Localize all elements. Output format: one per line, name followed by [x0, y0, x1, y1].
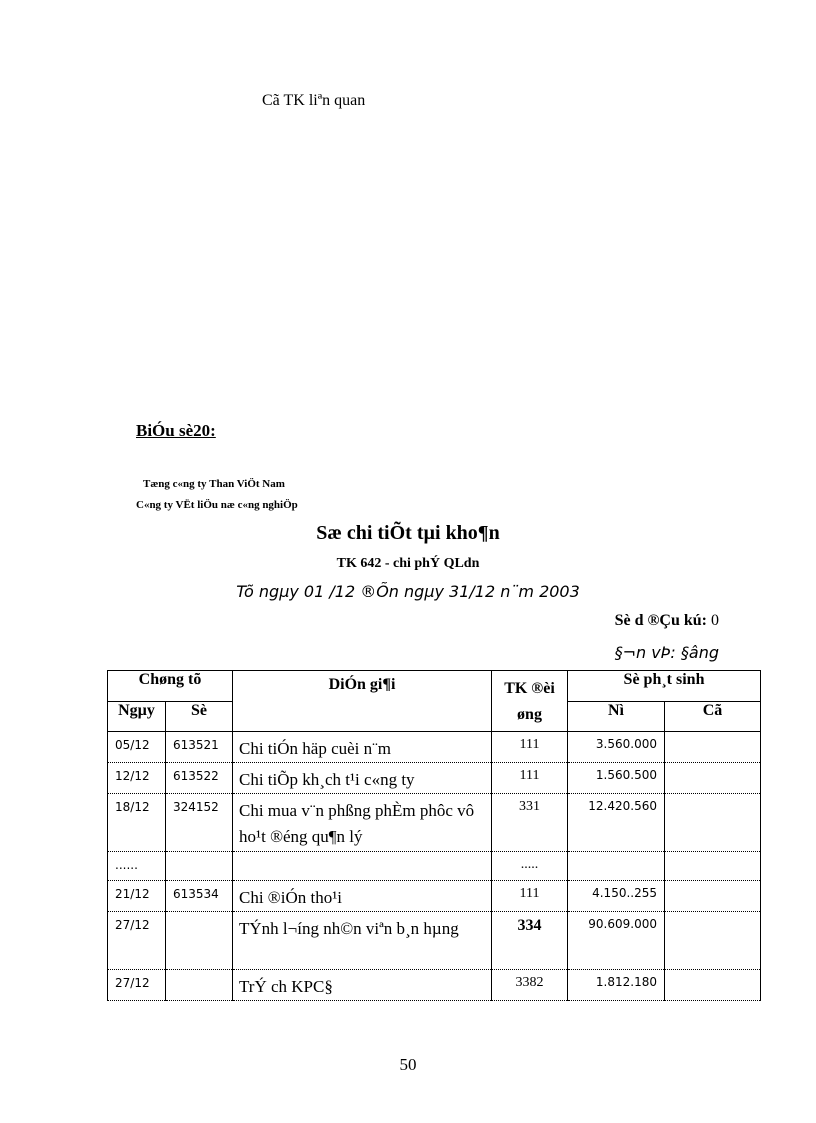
ledger-period: Tõ ngµy 01 /12 ®Õn ngµy 31/12 n¨m 2003	[236, 582, 580, 601]
row-credit	[665, 912, 761, 970]
row-debit: 1.812.180	[568, 970, 665, 1001]
table-row	[108, 763, 761, 794]
ledger-table	[107, 670, 761, 1001]
company-name: C«ng ty VËt liÖu næ c«ng nghiÖp	[136, 499, 298, 511]
opening-balance	[615, 612, 719, 630]
row-description: Chi ®iÓn tho¹i	[233, 881, 492, 912]
row-date: 12/12	[108, 763, 166, 794]
row-debit: 12.420.560	[568, 794, 665, 852]
table-row	[108, 794, 761, 852]
row-description: Chi tiÓn häp cuèi n¨m	[233, 732, 492, 763]
row-description: TÝnh l¬íng nh©n viªn b¸n hµng	[233, 912, 492, 970]
exhibit-label: BiÓu sè20:	[136, 421, 216, 440]
table-row	[108, 852, 761, 881]
row-date: 27/12	[108, 912, 166, 970]
row-date: 05/12	[108, 732, 166, 763]
page-number: 50	[399, 1055, 417, 1074]
row-account: .....	[492, 852, 568, 881]
row-description: Chi tiÕp kh¸ch t¹i c«ng ty	[233, 763, 492, 794]
row-credit	[665, 732, 761, 763]
row-debit: 1.560.500	[568, 763, 665, 794]
row-description: TrÝ ch KPC§	[233, 970, 492, 1001]
row-account: 111	[492, 763, 568, 794]
row-number: 613521	[166, 732, 233, 763]
parent-organization: Tæng c«ng ty Than ViÖt Nam	[143, 478, 285, 490]
row-credit	[665, 763, 761, 794]
row-debit	[568, 852, 665, 881]
row-credit	[665, 794, 761, 852]
row-number	[166, 912, 233, 970]
currency-unit: §¬n vÞ: §âng	[614, 643, 719, 662]
header-counter-account: TK ®èi øng	[492, 671, 568, 732]
row-number: 324152	[166, 794, 233, 852]
row-debit: 3.560.000	[568, 732, 665, 763]
row-date: 18/12	[108, 794, 166, 852]
table-row	[108, 732, 761, 763]
header-credit: Cã	[665, 702, 761, 732]
row-account: 3382	[492, 970, 568, 1001]
opening-balance-label: Sè d ®Çu kú:	[614, 612, 707, 629]
header-arising: Sè ph¸t sinh	[568, 671, 761, 702]
row-date: 21/12	[108, 881, 166, 912]
account-code: TK 642 - chi phÝ QLdn	[336, 556, 480, 571]
opening-balance-value: 0	[711, 612, 719, 629]
row-date: 27/12	[108, 970, 166, 1001]
row-credit	[665, 852, 761, 881]
table-row	[108, 970, 761, 1001]
row-description	[233, 852, 492, 881]
table-row	[108, 881, 761, 912]
row-date: ......	[108, 852, 166, 881]
row-account: 334	[492, 912, 568, 970]
row-number	[166, 970, 233, 1001]
ledger-title: Sæ chi tiÕt tµi kho¶n	[316, 522, 500, 544]
header-number: Sè	[166, 702, 233, 732]
header-voucher: Chøng tõ	[108, 671, 233, 702]
row-number: 613534	[166, 881, 233, 912]
row-debit: 90.609.000	[568, 912, 665, 970]
header-description: DiÓn gi¶i	[233, 671, 492, 732]
row-credit	[665, 881, 761, 912]
row-number: 613522	[166, 763, 233, 794]
row-account: 111	[492, 732, 568, 763]
row-description: Chi mua v¨n phßng phÈm phôc vô ho¹t ®éng qu¶n lý	[233, 794, 492, 852]
row-account: 331	[492, 794, 568, 852]
table-row	[108, 912, 761, 970]
row-credit	[665, 970, 761, 1001]
top-note: Cã TK liªn quan	[262, 92, 366, 109]
row-number	[166, 852, 233, 881]
row-debit: 4.150..255	[568, 881, 665, 912]
row-account: 111	[492, 881, 568, 912]
header-debit: Nì	[568, 702, 665, 732]
header-date: Ngµy	[108, 702, 166, 732]
